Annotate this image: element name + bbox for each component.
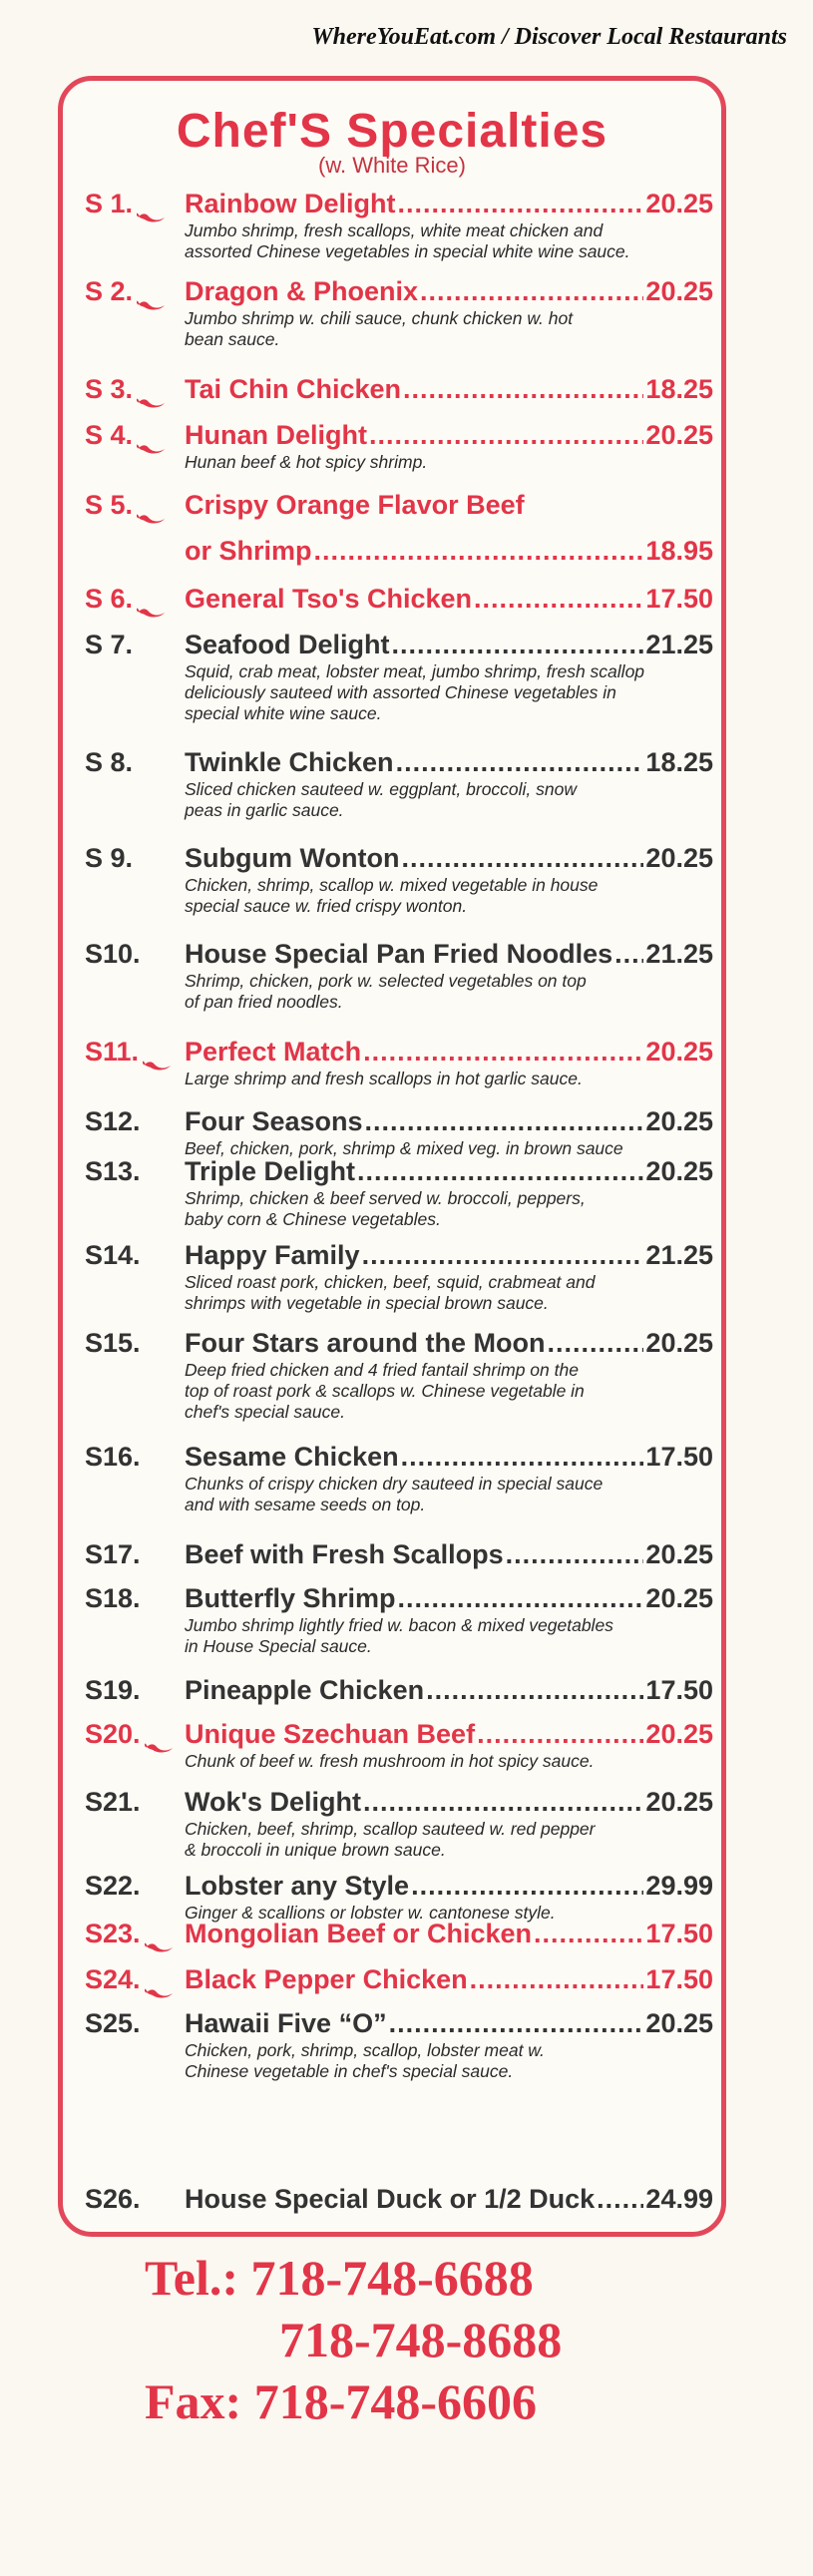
menu-item	[85, 628, 713, 724]
item-code-text: S23.	[85, 1919, 141, 1948]
item-code	[85, 1326, 185, 1360]
menu-item	[85, 937, 713, 1013]
menu-item-row	[85, 1581, 713, 1615]
dot-leader	[363, 1035, 643, 1069]
menu-item-row	[85, 534, 713, 568]
hot-pepper-icon	[137, 285, 167, 297]
item-code-text: S 9.	[85, 843, 134, 873]
menu-item	[85, 1917, 713, 1950]
item-code	[85, 2006, 185, 2040]
item-code	[85, 937, 185, 971]
item-price: 20.25	[645, 1037, 713, 1067]
item-code	[85, 488, 185, 522]
menu-item	[85, 2182, 713, 2216]
dot-leader	[398, 187, 644, 220]
menu-item-row	[85, 372, 713, 406]
tel-line	[145, 2247, 562, 2309]
menu-item	[85, 841, 713, 917]
menu-item	[85, 418, 713, 473]
item-name: Butterfly Shrimp	[185, 1583, 396, 1613]
chef-specialties-panel	[58, 76, 726, 2237]
item-code-text: S14.	[85, 1240, 141, 1270]
item-price: 17.50	[645, 1675, 713, 1705]
item-description: Jumbo shrimp, fresh scallops, white meat chicken and assorted Chinese vegetables in special white wine sauce.	[185, 220, 630, 261]
dot-leader	[392, 628, 644, 661]
item-price: 21.25	[645, 1240, 713, 1270]
item-price: 21.25	[645, 630, 713, 659]
menu-item-row	[85, 937, 713, 971]
hot-pepper-icon	[143, 1046, 173, 1058]
item-price: 20.25	[645, 843, 713, 873]
dot-leader	[477, 1717, 643, 1751]
dot-leader	[357, 1154, 643, 1188]
item-code	[85, 1917, 185, 1950]
item-description: Deep fried chicken and 4 fried fantail shrimp on the top of roast pork & scallops w. Chinese vegetable in chef's special sauce.	[185, 1360, 585, 1422]
menu-item	[85, 745, 713, 821]
dot-leader	[363, 1785, 643, 1819]
menu-item-row	[85, 841, 713, 875]
item-name: Four Stars around the Moon	[185, 1328, 546, 1358]
item-description: Jumbo shrimp lightly fried w. bacon & mixed vegetables in House Special sauce.	[185, 1615, 613, 1656]
item-code	[85, 1154, 185, 1188]
item-code-text: S15.	[85, 1328, 141, 1358]
menu-item-row	[85, 1962, 713, 1996]
hot-pepper-icon	[137, 383, 167, 395]
item-name: Black Pepper Chicken	[185, 1964, 468, 1994]
dot-leader	[470, 1962, 644, 1996]
fax-number: 718-748-6606	[253, 2373, 538, 2429]
dot-leader	[369, 418, 643, 452]
menu-item-row	[85, 1537, 713, 1571]
item-name: Dragon & Phoenix	[185, 276, 419, 306]
dot-leader	[506, 1537, 644, 1571]
item-code	[85, 1869, 185, 1903]
hot-pepper-icon	[137, 593, 167, 605]
menu-item-row	[85, 2006, 713, 2040]
item-description: Ginger & scallions or lobster w. cantonese style.	[185, 1903, 556, 1923]
item-code-text: S13.	[85, 1156, 141, 1186]
item-name: Unique Szechuan Beef	[185, 1719, 476, 1749]
item-price: 20.25	[645, 1787, 713, 1817]
item-code-text: S11.	[85, 1037, 140, 1067]
item-name: General Tso's Chicken	[185, 584, 473, 614]
item-name: Mongolian Beef or Chicken	[185, 1919, 533, 1948]
item-code	[85, 2182, 185, 2216]
tel-label: Tel.:	[145, 2250, 238, 2306]
item-price: 17.50	[645, 1442, 713, 1472]
item-description: Large shrimp and fresh scallops in hot garlic sauce.	[185, 1069, 583, 1088]
item-name: Hawaii Five “O”	[185, 2008, 387, 2038]
item-price: 20.25	[645, 1583, 713, 1613]
item-name: Subgum Wonton	[185, 843, 400, 873]
item-name: Perfect Match	[185, 1037, 362, 1067]
dot-leader	[396, 745, 644, 779]
item-price: 17.50	[645, 584, 713, 614]
item-code	[85, 372, 185, 406]
item-code-text: S19.	[85, 1675, 141, 1705]
menu-item-row	[85, 1673, 713, 1707]
item-description: Squid, crab meat, lobster meat, jumbo shrimp, fresh scallop deliciously sauteed with assorted Chinese vegetables in special white wine sauce.	[185, 661, 645, 723]
item-code-text: S 2.	[85, 276, 134, 306]
item-name: Triple Delight	[185, 1156, 356, 1186]
item-name: Rainbow Delight	[185, 189, 396, 218]
item-code-text: S 3.	[85, 374, 134, 404]
tel-number-1: 718-748-6688	[250, 2250, 534, 2306]
item-description: Chicken, beef, shrimp, scallop sauteed w. red pepper & broccoli in unique brown sauce.	[185, 1819, 596, 1860]
menu-item-row	[85, 1154, 713, 1188]
menu-item-row	[85, 1238, 713, 1272]
item-description: Chicken, pork, shrimp, scallop, lobster meat w. Chinese vegetable in chef's special sauce.	[185, 2040, 545, 2081]
item-code-text: S 6.	[85, 584, 134, 614]
menu-item	[85, 1104, 713, 1159]
dot-leader	[398, 1581, 644, 1615]
menu-item-row	[85, 582, 713, 616]
menu-item	[85, 582, 713, 616]
menu-item-row	[85, 628, 713, 661]
menu-item	[85, 488, 713, 522]
item-description: Sliced chicken sauteed w. eggplant, broccoli, snow peas in garlic sauce.	[185, 779, 578, 820]
menu-item-row	[85, 2182, 713, 2216]
dot-leader	[401, 841, 643, 875]
tel-line-2	[145, 2309, 562, 2370]
menu-item-row	[85, 418, 713, 452]
dot-leader	[614, 937, 643, 971]
item-code	[85, 1440, 185, 1474]
menu-item	[85, 187, 713, 262]
menu-item	[85, 2006, 713, 2082]
menu-item	[85, 1440, 713, 1515]
item-code	[85, 274, 185, 308]
menu-item	[85, 1326, 713, 1423]
menu-item-row	[85, 274, 713, 308]
item-name: House Special Duck or 1/2 Duck	[185, 2184, 596, 2214]
hot-pepper-icon	[145, 1728, 175, 1740]
item-price: 20.25	[645, 2008, 713, 2038]
menu-item	[85, 1581, 713, 1657]
menu-item	[85, 274, 713, 350]
item-price: 20.25	[645, 1539, 713, 1569]
contact-block	[145, 2247, 562, 2432]
item-code	[85, 1238, 185, 1272]
item-name: Lobster any Style	[185, 1871, 410, 1901]
item-price: 20.25	[645, 1328, 713, 1358]
item-price: 20.25	[645, 1156, 713, 1186]
item-name: Crispy Orange Flavor Beef	[185, 490, 525, 520]
dot-leader	[401, 1440, 644, 1474]
item-code	[85, 1581, 185, 1615]
menu-item-row	[85, 1717, 713, 1751]
item-price: 18.25	[645, 374, 713, 404]
item-code-text: S26.	[85, 2184, 141, 2214]
item-code-text: S24.	[85, 1964, 141, 1994]
section-title: Chef'S Specialties	[176, 105, 609, 158]
site-header: WhereYouEat.com / Discover Local Restaurants	[311, 24, 787, 50]
dot-leader	[411, 1869, 643, 1903]
fax-line	[145, 2370, 562, 2432]
item-price: 29.99	[645, 1871, 713, 1901]
dot-leader	[534, 1917, 643, 1950]
item-price: 20.25	[645, 420, 713, 450]
item-name: House Special Pan Fried Noodles	[185, 939, 613, 969]
dot-leader	[314, 534, 644, 568]
item-price: 18.25	[645, 747, 713, 777]
item-code	[85, 1673, 185, 1707]
section-subtitle: (w. White Rice)	[318, 153, 466, 178]
item-description: Chicken, shrimp, scallop w. mixed vegetable in house special sauce w. fried crispy wonton.	[185, 875, 599, 916]
menu-item-row	[85, 1785, 713, 1819]
item-price: 17.50	[645, 1964, 713, 1994]
hot-pepper-icon	[137, 499, 167, 511]
menu-item	[85, 1035, 713, 1089]
item-code	[85, 841, 185, 875]
menu-item-row	[85, 745, 713, 779]
item-code-text: S16.	[85, 1442, 141, 1472]
item-name: Hunan Delight	[185, 420, 367, 450]
item-code-text: S 4.	[85, 420, 134, 450]
item-code	[85, 1104, 185, 1138]
menu-item	[85, 1673, 713, 1707]
item-code	[85, 187, 185, 220]
item-description: Hunan beef & hot spicy shrimp.	[185, 452, 428, 472]
item-name: Sesame Chicken	[185, 1442, 399, 1472]
item-code	[85, 1035, 185, 1069]
item-code-text: S 1.	[85, 189, 134, 218]
menu-item	[85, 1537, 713, 1571]
dot-leader	[362, 1238, 644, 1272]
menu-item	[85, 1717, 713, 1772]
dot-leader	[597, 2182, 643, 2216]
item-description: Beef, chicken, pork, shrimp & mixed veg. in brown sauce	[185, 1138, 623, 1158]
menu-item-row	[85, 1035, 713, 1069]
item-price: 21.25	[645, 939, 713, 969]
menu-item-row	[85, 1869, 713, 1903]
item-code-text: S 7.	[85, 630, 134, 659]
item-price: 18.95	[645, 536, 713, 566]
item-code-text: S25.	[85, 2008, 141, 2038]
fax-label: Fax:	[145, 2373, 242, 2429]
menu-item	[85, 1238, 713, 1314]
item-price: 17.50	[645, 1919, 713, 1948]
menu-item-row	[85, 488, 713, 522]
item-price: 24.99	[645, 2184, 713, 2214]
item-description: Chunks of crispy chicken dry sauteed in special sauce and with sesame seeds on top.	[185, 1474, 604, 1514]
item-code	[85, 1717, 185, 1751]
item-description: Chunk of beef w. fresh mushroom in hot spicy sauce.	[185, 1751, 595, 1771]
dot-leader	[389, 2006, 644, 2040]
dot-leader	[548, 1326, 644, 1360]
hot-pepper-icon	[145, 1973, 175, 1985]
item-code-text: S 8.	[85, 747, 134, 777]
item-code-text: S10.	[85, 939, 141, 969]
menu-item	[85, 1869, 713, 1924]
item-name: Happy Family	[185, 1240, 360, 1270]
dot-leader	[474, 582, 643, 616]
menu-item-row	[85, 187, 713, 220]
dot-leader	[426, 1673, 643, 1707]
item-name: or Shrimp	[185, 536, 312, 566]
dot-leader	[420, 274, 643, 308]
item-code	[85, 582, 185, 616]
item-code	[85, 745, 185, 779]
menu-item-row	[85, 1917, 713, 1950]
item-code-text: S18.	[85, 1583, 141, 1613]
item-name: Tai Chin Chicken	[185, 374, 402, 404]
item-name: Twinkle Chicken	[185, 747, 394, 777]
item-price: 20.25	[645, 1719, 713, 1749]
hot-pepper-icon	[137, 198, 167, 210]
item-code-text: S21.	[85, 1787, 141, 1817]
item-code-text: S12.	[85, 1106, 141, 1136]
item-code-text: S22.	[85, 1871, 141, 1901]
menu-item	[85, 372, 713, 406]
item-name: Seafood Delight	[185, 630, 390, 659]
menu-item	[85, 1785, 713, 1861]
dot-leader	[403, 372, 643, 406]
item-name: Four Seasons	[185, 1106, 363, 1136]
dot-leader	[365, 1104, 644, 1138]
menu-item-row	[85, 1104, 713, 1138]
item-price: 20.25	[645, 276, 713, 306]
item-description: Jumbo shrimp w. chili sauce, chunk chicken w. hot bean sauce.	[185, 308, 574, 349]
item-code-text: S 5.	[85, 490, 134, 520]
item-description: Sliced roast pork, chicken, beef, squid, crabmeat and shrimps with vegetable in special brown sauce.	[185, 1272, 596, 1313]
menu-item	[85, 534, 713, 568]
item-code	[85, 628, 185, 661]
hot-pepper-icon	[137, 429, 167, 441]
item-code-text: S17.	[85, 1539, 141, 1569]
hot-pepper-icon	[145, 1928, 175, 1939]
item-price: 20.25	[645, 189, 713, 218]
item-description: Shrimp, chicken, pork w. selected vegetables on top of pan fried noodles.	[185, 971, 587, 1012]
tel-number-2: 718-748-8688	[279, 2312, 563, 2367]
item-code	[85, 1962, 185, 1996]
menu-item-row	[85, 1440, 713, 1474]
menu-item-row	[85, 1326, 713, 1360]
item-name: Pineapple Chicken	[185, 1675, 425, 1705]
item-code-text: S20.	[85, 1719, 141, 1749]
item-name: Wok's Delight	[185, 1787, 361, 1817]
item-price: 20.25	[645, 1106, 713, 1136]
menu-item	[85, 1962, 713, 1996]
item-code	[85, 418, 185, 452]
item-description: Shrimp, chicken & beef served w. broccoli, peppers, baby corn & Chinese vegetables.	[185, 1188, 586, 1229]
item-name: Beef with Fresh Scallops	[185, 1539, 504, 1569]
item-code	[85, 1537, 185, 1571]
menu-item	[85, 1154, 713, 1230]
item-code	[85, 1785, 185, 1819]
